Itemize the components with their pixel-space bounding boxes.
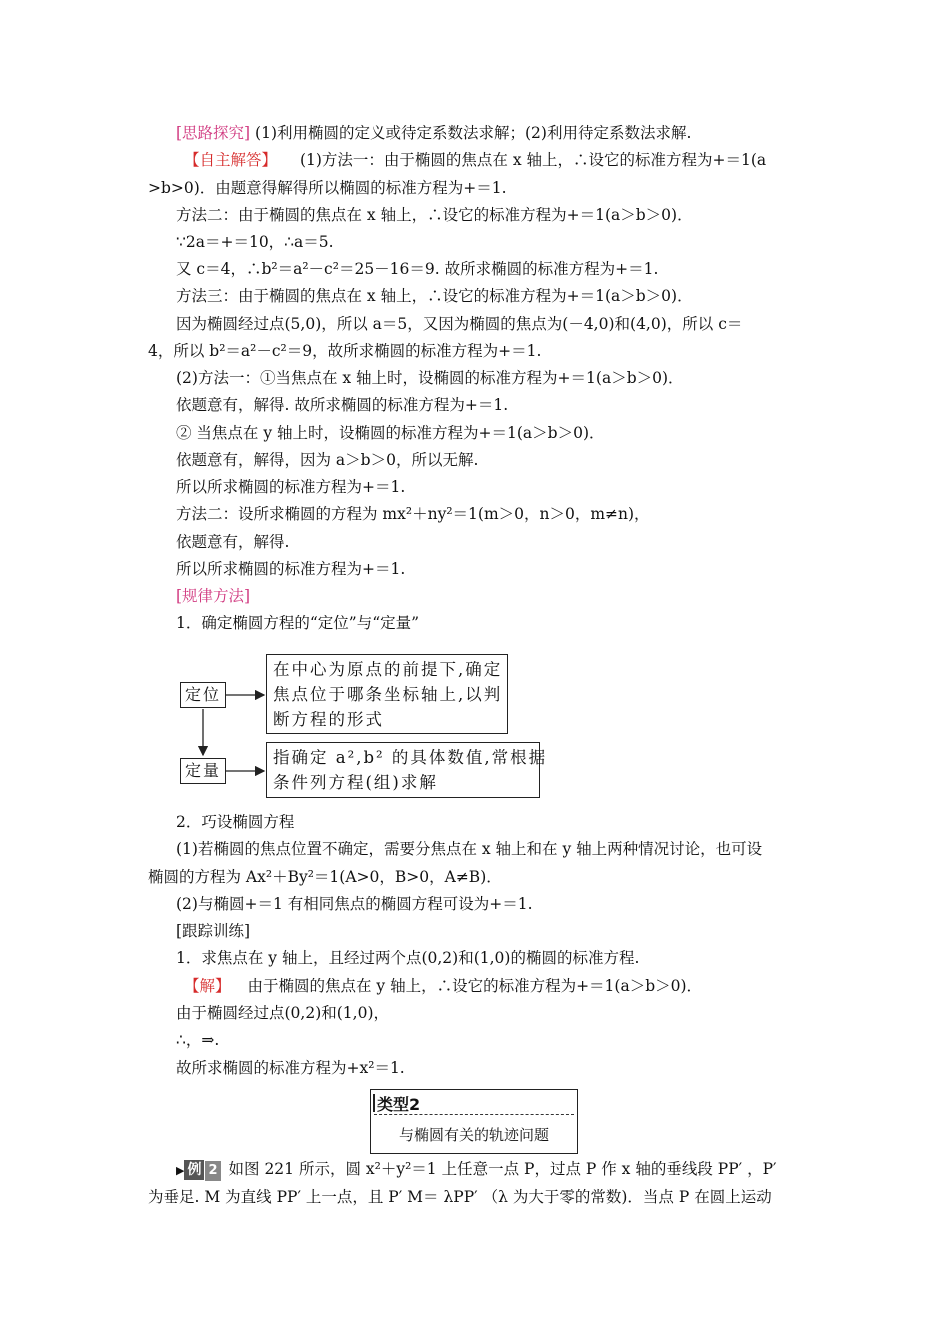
solution-line-13: 所以所求椭圆的标准方程为+＝1.: [176, 478, 406, 496]
method-point-4: (2)与椭圆+＝1 有相同焦点的椭圆方程可设为+＝1.: [176, 895, 533, 913]
practice-answer-3: ∴，⇒.: [176, 1031, 220, 1049]
practice-answer-1: 【解】 由于椭圆的焦点在 y 轴上，∴设它的标准方程为+＝1(a＞b＞0)．: [184, 977, 703, 995]
example2-line-1: ▶ 例 2 如图 221 所示，圆 x²＋y²＝1 上任意一点 P，过点 P 作 x 轴的垂线段 PP′ ，P′: [176, 1159, 777, 1181]
solution-line-11: ② 当焦点在 y 轴上时，设椭圆的标准方程为+＝1(a＞b＞0)．: [176, 424, 605, 442]
practice-question: 1．求焦点在 y 轴上，且经过两个点(0,2)和(1,0)的椭圆的标准方程.: [176, 949, 640, 967]
quantify-desc-box: 指确定 a²,b² 的具体数值,常根据 条件列方程(组)求解: [266, 742, 540, 798]
method-point-3b: 椭圆的方程为 Ax²＋By²＝1(A>0，B>0，A≠B)．: [148, 868, 502, 886]
solution-line-6: 方法三：由于椭圆的焦点在 x 轴上，∴设它的标准方程为+＝1(a＞b＞0)．: [176, 287, 693, 305]
method-point-1: 1．确定椭圆方程的“定位”与“定量”: [176, 614, 420, 632]
quantify-box: 定量: [180, 758, 226, 784]
solution-line-7: 因为椭圆经过点(5,0)，所以 a＝5，又因为椭圆的焦点为(－4,0)和(4,0)，所以 c＝: [176, 315, 743, 333]
solution-line-2: >b>0)．由题意得解得所以椭圆的标准方程为+＝1.: [148, 179, 507, 197]
solution-line-4: ∵2a＝+＝10，∴a＝5.: [176, 233, 334, 251]
locate-desc-box: 在中心为原点的前提下,确定 焦点位于哪条坐标轴上,以判 断方程的形式: [266, 654, 508, 734]
practice-answer-2: 由于椭圆经过点(0,2)和(1,0)，: [176, 1004, 389, 1022]
type2-subtitle: 与椭圆有关的轨迹问题: [398, 1126, 549, 1144]
type2-divider: [374, 1114, 574, 1115]
solution-line-14: 方法二：设所求椭圆的方程为 mx²＋ny²＝1(m＞0，n＞0，m≠n)，: [176, 505, 650, 523]
solution-line-15: 依题意有，解得.: [176, 533, 290, 551]
analysis-text: (1)利用椭圆的定义或待定系数法求解；(2)利用待定系数法求解.: [255, 124, 692, 142]
analysis-tag: [思路探究]: [176, 124, 251, 142]
method-tag: [规律方法]: [176, 587, 251, 605]
solution-line-10: 依题意有，解得. 故所求椭圆的标准方程为+＝1.: [176, 396, 509, 414]
example-badge: 例: [184, 1160, 204, 1180]
example-number: 2: [205, 1161, 220, 1181]
practice-tag: [跟踪训练]: [176, 922, 251, 940]
solution-line-3: 方法二：由于椭圆的焦点在 x 轴上，∴设它的标准方程为+＝1(a＞b＞0)．: [176, 206, 693, 224]
answer-tag: 【解】: [184, 977, 231, 995]
solution-tag: 【自主解答】: [184, 151, 278, 169]
locate-box: 定位: [180, 682, 226, 708]
method-point-3a: (1)若椭圆的焦点位置不确定，需要分焦点在 x 轴上和在 y 轴上两种情况讨论，也可设: [176, 840, 763, 858]
type2-title: 类型2: [377, 1092, 420, 1115]
method-point-2: 2．巧设椭圆方程: [176, 813, 295, 831]
solution-line-5: 又 c＝4，∴b²＝a²－c²＝25－16＝9. 故所求椭圆的标准方程为+＝1.: [176, 260, 659, 278]
practice-answer-4: 故所求椭圆的标准方程为+x²＝1.: [176, 1059, 405, 1077]
solution-line-12: 依题意有，解得，因为 a＞b＞0，所以无解.: [176, 451, 479, 469]
solution-line-8: 4，所以 b²＝a²－c²＝9，故所求椭圆的标准方程为+＝1.: [148, 342, 542, 360]
example2-line-2: 为垂足. M 为直线 PP′ 上一点，且 P′ M＝ λPP′ （λ 为大于零的常数)．当点 P 在圆上运动: [148, 1188, 772, 1206]
solution-line-9: (2)方法一：①当焦点在 x 轴上时，设椭圆的标准方程为+＝1(a＞b＞0)．: [176, 369, 684, 387]
solution-line-1: 【自主解答】 (1)方法一：由于椭圆的焦点在 x 轴上，∴设它的标准方程为+＝1(a: [184, 151, 767, 169]
solution-line-16: 所以所求椭圆的标准方程为+＝1.: [176, 560, 406, 578]
type2-header: [370, 1089, 578, 1154]
